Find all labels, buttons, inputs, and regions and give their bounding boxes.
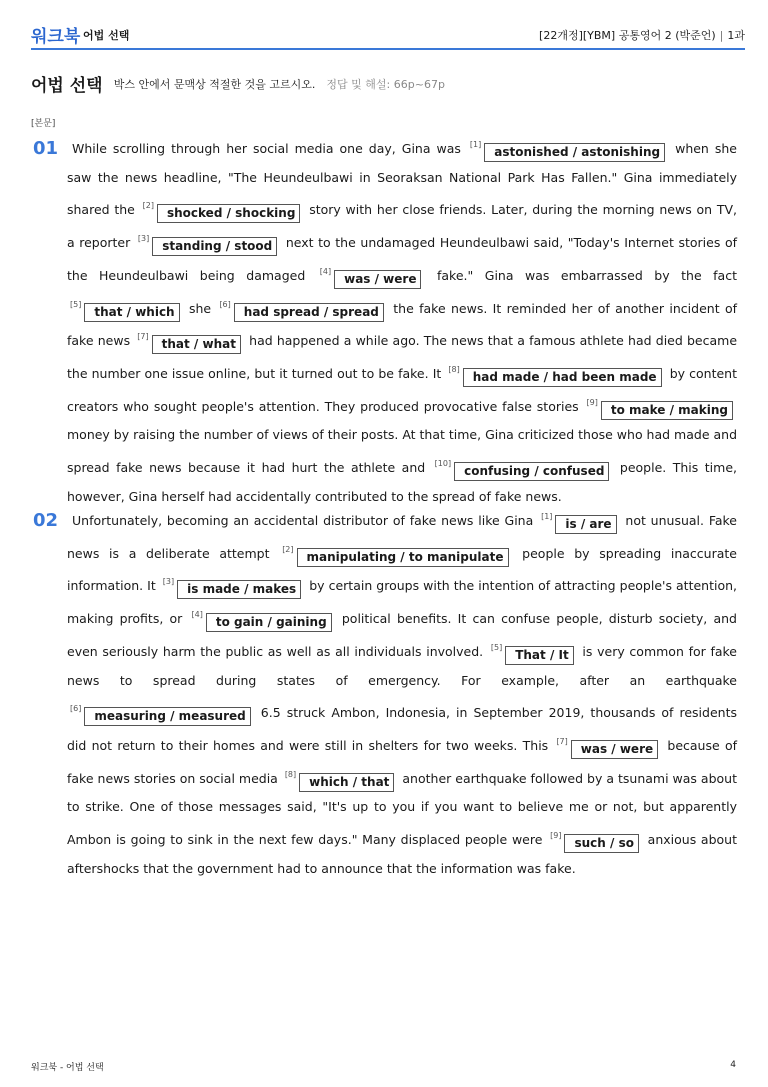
blank-number: [6]: [70, 704, 82, 714]
choice-box[interactable]: astonished / astonishing: [484, 143, 665, 162]
blank-number: [2]: [142, 201, 154, 211]
page-number: 4: [730, 1060, 736, 1070]
blank-choice[interactable]: [547, 831, 643, 851]
blank-choice[interactable]: [538, 512, 621, 531]
passage-text: anxious about aftershocks that the government had to announce that the information was fake.: [67, 832, 737, 876]
choice-box[interactable]: was / were: [571, 740, 658, 759]
brand-subtitle: 어법 선택: [83, 29, 130, 42]
passage-2: [67, 503, 737, 883]
brand-title: 워크북: [31, 27, 81, 47]
footer-label: 워크북 - 어법 선택: [31, 1063, 104, 1073]
choice-box[interactable]: is made / makes: [177, 580, 301, 599]
course-name: [22개정][YBM] 공통영어 2 (박준언): [539, 29, 716, 42]
passage-text: the fake news. It reminded her of another incident of fake news: [67, 300, 738, 349]
blank-choice[interactable]: [188, 610, 335, 630]
choice-box[interactable]: that / which: [84, 303, 179, 322]
blank-choice[interactable]: [279, 544, 512, 564]
passage-text: Unfortunately, becoming an accidental distributor of fake news like Gina: [72, 513, 539, 528]
passage-text: by content creators who sought people's attention. They produced provocative false stories: [67, 365, 737, 414]
choice-box[interactable]: standing / stood: [152, 237, 277, 256]
blank-choice[interactable]: [317, 266, 426, 286]
blank-choice[interactable]: [432, 459, 614, 479]
blank-number: [1]: [469, 140, 482, 149]
passage-text: had happened a while ago. The news that a famous athlete had died became the number one issue online, but it turned out to be fake. It: [67, 333, 738, 381]
passage-text: is very common for fake news to spread during states of emergency. For example, after an earthquake: [67, 643, 737, 688]
choice-box[interactable]: confusing / confused: [454, 462, 609, 481]
passage-text: another earthquake followed by a tsunami was about to strike. One of those messages said, "It's up to you if you want to believe me or not, but apparently Ambon is going to sink in the next few days." Many displaced people were: [67, 770, 737, 848]
passage-text: by certain groups with the intention of attracting people's attention, making profits, or: [67, 578, 738, 627]
blank-number: [1]: [541, 512, 553, 521]
choice-box[interactable]: which / that: [299, 773, 394, 792]
passage-text: next to the undamaged Heundeulbawi said, "Today's Internet stories of the Heundeulbawi being damaged: [67, 235, 737, 283]
blank-choice[interactable]: [135, 234, 281, 254]
blank-choice[interactable]: [467, 140, 669, 159]
blank-choice[interactable]: [445, 364, 665, 384]
passage-1-text: [67, 131, 737, 511]
passage-text: story with her close friends. Later, during the morning news on TV, a reporter: [67, 202, 737, 251]
blank-number: [4]: [191, 610, 203, 620]
blank-choice[interactable]: [140, 201, 305, 221]
question-number-1: 01: [33, 138, 59, 159]
blank-number: [3]: [137, 234, 150, 244]
bonmun-label: [본문]: [31, 119, 56, 129]
choice-box[interactable]: was / were: [334, 270, 421, 289]
passage-text: when she saw the news headline, "The Heundeulbawi in Seoraksan National Park Has Fallen." Gina immediately shared the: [67, 141, 737, 218]
blank-choice[interactable]: [67, 299, 184, 319]
blank-number: [6]: [219, 299, 231, 309]
choice-box[interactable]: had made / had been made: [463, 368, 662, 387]
choice-box[interactable]: shocked / shocking: [157, 204, 300, 223]
choice-box[interactable]: had spread / spread: [234, 303, 384, 322]
section-title-row: [31, 71, 445, 96]
instruction-text: 박스 안에서 문맥상 적절한 것을 고르시오.: [113, 77, 316, 91]
blank-choice[interactable]: [553, 736, 662, 756]
passage-text: 6.5 struck Ambon, Indonesia, in September 2019, thousands of residents did not return to their homes and were still in shelters for two weeks. This: [67, 705, 737, 753]
passage-text: because of fake news stories on social media: [67, 737, 737, 786]
question-number-2: 02: [33, 510, 59, 531]
lesson-label: 1과: [727, 29, 745, 42]
choice-box[interactable]: to gain / gaining: [206, 613, 332, 632]
choice-box[interactable]: manipulating / to manipulate: [297, 548, 509, 567]
blank-choice[interactable]: [488, 642, 578, 662]
blank-number: [9]: [550, 831, 562, 841]
blank-number: [5]: [490, 642, 503, 652]
blank-number: [9]: [586, 397, 598, 407]
blank-number: [8]: [284, 769, 297, 779]
blank-choice[interactable]: [282, 769, 399, 789]
choice-box[interactable]: That / It: [505, 646, 574, 665]
blank-number: [7]: [137, 332, 149, 342]
blank-number: [2]: [282, 544, 294, 554]
blank-choice[interactable]: [67, 704, 255, 724]
blank-number: [3]: [162, 577, 175, 587]
choice-box[interactable]: such / so: [564, 834, 638, 853]
passage-text: people by spreading inaccurate information. It: [67, 545, 737, 594]
course-info: [539, 27, 745, 43]
passage-2-text: [67, 503, 737, 883]
passage-text: people. This time, however, Gina herself had accidentally contributed to the spread of fake news.: [67, 460, 737, 504]
passage-text: fake." Gina was embarrassed by the fact: [425, 267, 737, 283]
choice-box[interactable]: to make / making: [601, 401, 733, 420]
blank-number: [8]: [448, 364, 460, 374]
passage-1: [67, 131, 737, 511]
answer-reference: 정답 및 해설: 66p~67p: [326, 77, 445, 91]
blank-number: [5]: [70, 299, 82, 309]
page-header: [31, 22, 745, 50]
blank-number: [4]: [319, 266, 332, 276]
blank-choice[interactable]: [134, 332, 245, 352]
passage-text: While scrolling through her social media one day, Gina was: [72, 141, 467, 156]
blank-number: [7]: [556, 736, 568, 746]
section-title: 어법 선택: [31, 76, 103, 96]
passage-text: she: [183, 300, 217, 316]
blank-choice[interactable]: [584, 397, 737, 417]
passage-text: not unusual. Fake news is a deliberate attempt: [67, 513, 737, 561]
choice-box[interactable]: measuring / measured: [84, 707, 250, 726]
passage-text: political benefits. It can confuse people, disturb society, and even seriously harm the public as well as all individuals involved.: [67, 611, 737, 659]
blank-choice[interactable]: [216, 299, 387, 319]
blank-number: [10]: [434, 459, 452, 469]
choice-box[interactable]: is / are: [555, 515, 616, 534]
divider: |: [719, 29, 724, 42]
choice-box[interactable]: that / what: [152, 335, 241, 354]
passage-text: money by raising the number of views of their posts. At that time, Gina criticized those who had made and spread fake news because it had hurt the athlete and: [67, 427, 738, 476]
blank-choice[interactable]: [160, 577, 305, 597]
